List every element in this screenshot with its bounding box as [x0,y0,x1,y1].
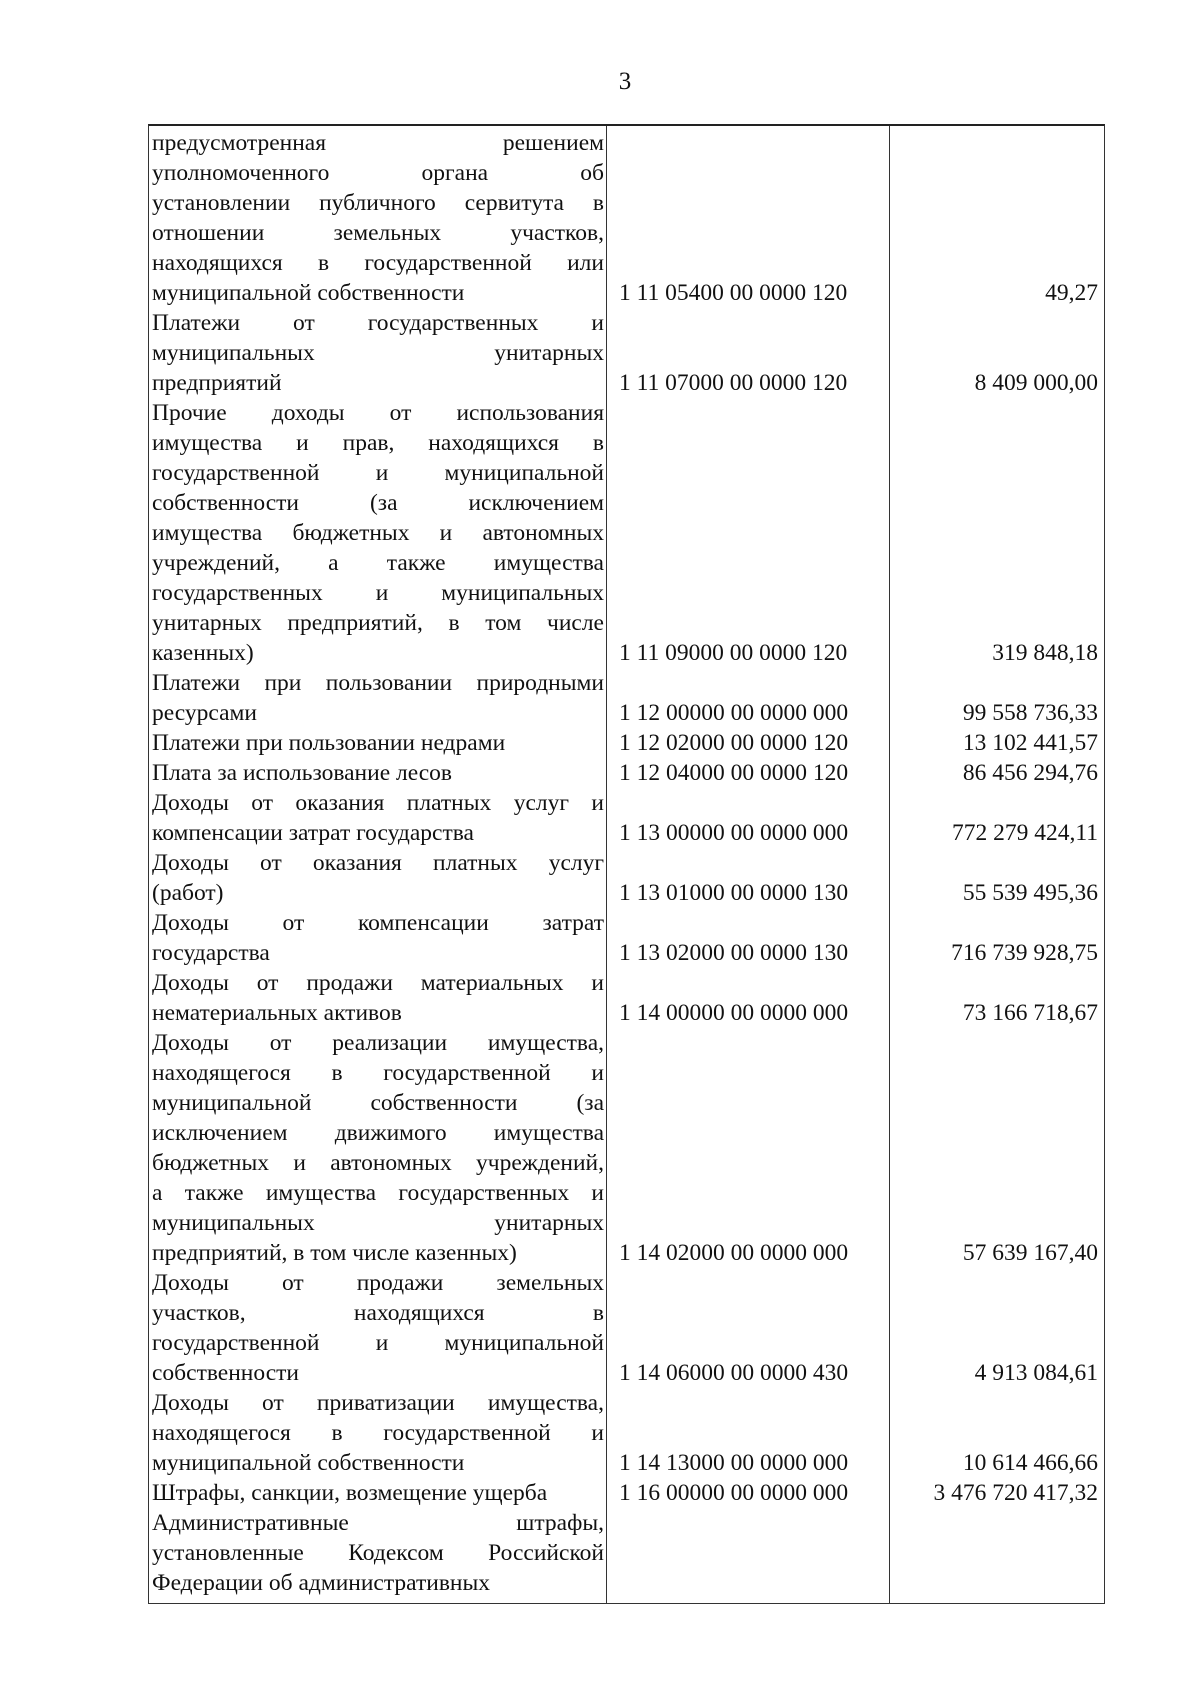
row-description [149,968,604,1028]
description-line: предприятий, в том числе казенных) [152,1240,517,1266]
row-amount: 4 913 084,61 [974,1360,1098,1386]
row-code: 1 13 02000 00 0000 130 [619,940,849,966]
table-row [149,1508,1104,1598]
row-code: 1 13 01000 00 0000 130 [619,880,849,906]
row-description [149,308,604,398]
description-line: Платежи при пользовании недрами [152,730,506,756]
row-code: 1 11 07000 00 0000 120 [619,370,848,396]
description-line: учреждений, а также имущества [152,550,604,576]
row-description [149,1508,604,1598]
description-line: собственности [152,1360,299,1386]
row-amount: 73 166 718,67 [962,1000,1098,1026]
description-line: Доходы от оказания платных услуг [152,850,604,876]
row-description [149,1478,604,1508]
row-code: 1 14 02000 00 0000 000 [619,1240,849,1266]
row-description [149,1268,604,1388]
table-row [149,728,1104,758]
description-line: Доходы от компенсации затрат [152,910,604,936]
description-line: имущества бюджетных и автономных [152,520,604,546]
description-line: собственности (за исключением [152,490,604,516]
description-line: Прочие доходы от использования [152,400,604,426]
table-row [149,398,1104,668]
page-number: 3 [618,68,632,95]
row-amount: 8 409 000,00 [974,370,1098,396]
description-line: государственных и муниципальных [152,580,604,606]
table-row [149,1478,1104,1508]
table-row [149,1028,1104,1268]
row-description [149,848,604,908]
table-row [149,848,1104,908]
description-line: государства [152,940,270,966]
description-line: исключением движимого имущества [152,1120,604,1146]
row-amount: 772 279 424,11 [951,820,1098,846]
description-line: компенсации затрат государства [152,820,474,846]
description-line: Доходы от реализации имущества, [152,1030,604,1056]
table-row [149,788,1104,848]
description-line: Платежи от государственных и [152,310,604,336]
row-code: 1 16 00000 00 0000 000 [619,1480,849,1506]
description-line: муниципальной собственности [152,280,465,306]
description-line: муниципальных унитарных [152,1210,604,1236]
description-line: находящегося в государственной и [152,1060,604,1086]
description-line: государственной и муниципальной [152,1330,604,1356]
row-code: 1 14 00000 00 0000 000 [619,1000,849,1026]
table-row [149,968,1104,1028]
description-line: Административные штрафы, [152,1510,604,1536]
description-line: участков, находящихся в [152,1300,604,1326]
description-line: муниципальной собственности [152,1450,465,1476]
row-code: 1 11 09000 00 0000 120 [619,640,848,666]
description-line: Плата за использование лесов [152,760,453,786]
description-line: отношении земельных участков, [152,220,604,246]
description-line: Штрафы, санкции, возмещение ущерба [152,1480,548,1506]
row-amount: 86 456 294,76 [962,760,1098,786]
table-row [149,908,1104,968]
row-amount: 10 614 466,66 [962,1450,1098,1476]
description-line: Доходы от оказания платных услуг и [152,790,604,816]
description-line: предприятий [152,370,282,396]
row-description [149,788,604,848]
row-amount: 3 476 720 417,32 [933,1480,1098,1506]
description-line: находящегося в государственной и [152,1420,604,1446]
description-line: нематериальных активов [152,1000,402,1026]
table-row [149,668,1104,728]
row-description [149,398,604,668]
row-code: 1 12 04000 00 0000 120 [619,760,849,786]
row-amount: 49,27 [1045,280,1098,306]
description-line: бюджетных и автономных учреждений, [152,1150,604,1176]
row-code: 1 14 06000 00 0000 430 [619,1360,849,1386]
row-code: 1 11 05400 00 0000 120 [619,280,848,306]
row-description [149,758,604,788]
description-line: уполномоченного органа об [152,160,604,186]
description-line: а также имущества государственных и [152,1180,604,1206]
row-description [149,728,604,758]
row-amount: 99 558 736,33 [962,700,1098,726]
description-line: Доходы от продажи материальных и [152,970,604,996]
row-code: 1 12 00000 00 0000 000 [619,700,849,726]
table-row [149,1388,1104,1478]
row-description [149,668,604,728]
row-amount: 55 539 495,36 [962,880,1098,906]
description-line: предусмотренная решением [152,130,604,156]
description-line: ресурсами [152,700,257,726]
description-line: Платежи при пользовании природными [152,670,604,696]
row-description [149,128,604,308]
description-line: (работ) [152,880,224,906]
description-line: находящихся в государственной или [152,250,604,276]
description-line: государственной и муниципальной [152,460,604,486]
row-amount: 13 102 441,57 [962,730,1098,756]
row-description [149,908,604,968]
description-line: муниципальных унитарных [152,340,604,366]
description-line: установлении публичного сервитута в [152,190,604,216]
table-row [149,128,1104,308]
row-code: 1 14 13000 00 0000 000 [619,1450,849,1476]
row-amount: 57 639 167,40 [962,1240,1098,1266]
description-line: муниципальной собственности (за [152,1090,604,1116]
description-line: Доходы от приватизации имущества, [152,1390,604,1416]
table-row [149,758,1104,788]
row-code: 1 12 02000 00 0000 120 [619,730,849,756]
row-description [149,1028,604,1268]
revenue-table [148,124,1105,1604]
row-amount: 716 739 928,75 [951,940,1098,966]
row-description [149,1388,604,1478]
table-row [149,308,1104,398]
row-amount: 319 848,18 [992,640,1098,666]
table-row [149,1268,1104,1388]
description-line: Федерации об административных [152,1570,491,1596]
description-line: установленные Кодексом Российской [152,1540,604,1566]
row-code: 1 13 00000 00 0000 000 [619,820,849,846]
description-line: имущества и прав, находящихся в [152,430,604,456]
description-line: казенных) [152,640,254,666]
description-line: Доходы от продажи земельных [152,1270,604,1296]
table-rows [149,128,1104,1598]
description-line: унитарных предприятий, в том числе [152,610,604,636]
